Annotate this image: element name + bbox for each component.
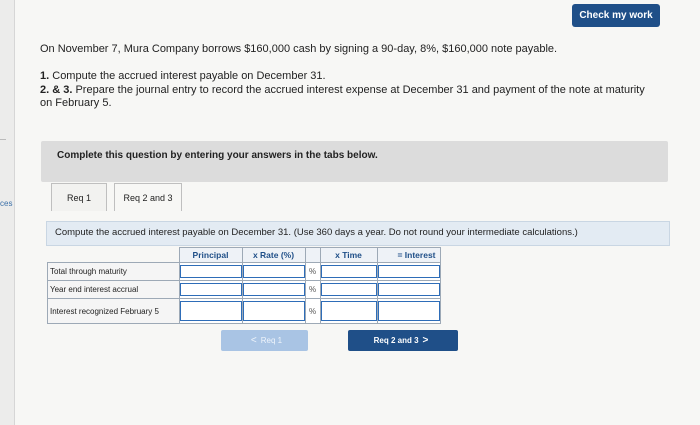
question-1-number: 1. [40,70,50,82]
header-blank [48,248,180,263]
row-label: Total through maturity [48,263,180,281]
time-cell[interactable] [320,299,377,324]
interest-cell[interactable] [377,299,440,324]
row-label: Interest recognized February 5 [48,299,180,324]
principal-input[interactable] [180,283,242,296]
left-sidebar-strip [0,0,15,425]
interest-cell[interactable] [377,281,440,299]
req-instructions-text: Compute the accrued interest payable on December 31. (Use 360 days a year. Do not round your intermediate calculations.) [55,227,578,238]
rate-cell[interactable] [242,281,305,299]
question-1 [40,70,326,82]
sidebar-divider [0,139,6,140]
row-label: Year end interest accrual [48,281,180,299]
prev-req-button[interactable] [221,330,308,351]
time-input[interactable] [321,301,377,321]
instruction-banner [41,141,668,182]
percent-sign: % [305,299,320,324]
time-input[interactable] [321,283,377,296]
tab-req-2-and-3[interactable]: Req 2 and 3 [114,183,182,211]
rate-input[interactable] [243,283,305,296]
principal-cell[interactable] [179,299,242,324]
rate-input[interactable] [243,301,305,321]
table-row [48,281,441,299]
interest-input[interactable] [378,301,440,321]
table-row [48,299,441,324]
rate-cell[interactable] [242,299,305,324]
header-principal: Principal [179,248,242,263]
req-instructions [46,221,670,246]
rate-cell[interactable] [242,263,305,281]
time-cell[interactable] [320,281,377,299]
question-2-3-text: Prepare the journal entry to record the accrued interest expense at December 31 and payment of the note at maturity on February 5. [40,84,645,109]
principal-cell[interactable] [179,281,242,299]
interest-calculation-table [47,247,441,324]
header-rate-unit [305,248,320,263]
question-2-3 [40,84,660,110]
header-interest: = Interest [377,248,440,263]
check-my-work-button[interactable]: Check my work [572,4,660,27]
next-req-button[interactable] [348,330,458,351]
principal-cell[interactable] [179,263,242,281]
percent-sign: % [305,281,320,299]
sidebar-partial-label[interactable]: ces [0,199,13,208]
prev-req-label: Req 1 [260,336,283,345]
chevron-left-icon: < [250,335,257,346]
interest-input[interactable] [378,283,440,296]
question-1-text: Compute the accrued interest payable on December 31. [52,70,326,82]
principal-input[interactable] [180,265,242,278]
question-2-3-number: 2. & 3. [40,84,73,96]
time-cell[interactable] [320,263,377,281]
percent-sign: % [305,263,320,281]
banner-text: Complete this question by entering your answers in the tabs below. [57,150,378,161]
time-input[interactable] [321,265,377,278]
chevron-right-icon: > [422,335,429,346]
principal-input[interactable] [180,301,242,321]
interest-input[interactable] [378,265,440,278]
interest-cell[interactable] [377,263,440,281]
table-row [48,263,441,281]
header-rate: x Rate (%) [242,248,305,263]
rate-input[interactable] [243,265,305,278]
next-req-label: Req 2 and 3 [373,336,419,345]
header-time: x Time [320,248,377,263]
problem-intro: On November 7, Mura Company borrows $160,000 cash by signing a 90-day, 8%, $160,000 note payable. [40,43,558,55]
tab-req-1[interactable]: Req 1 [51,183,107,211]
